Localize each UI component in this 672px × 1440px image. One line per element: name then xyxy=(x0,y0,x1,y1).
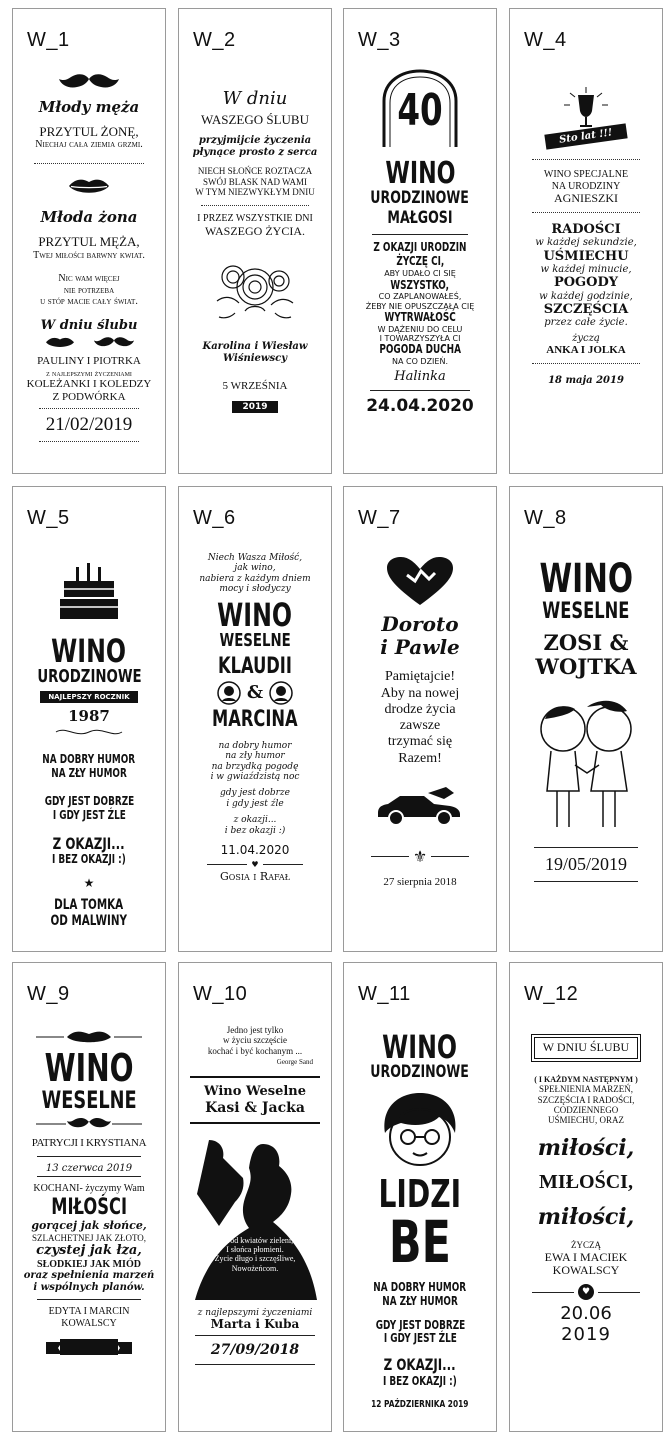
text-line: ANKA I JOLKA xyxy=(546,344,626,357)
text-line: Z OKAZJI... xyxy=(383,1355,456,1375)
text-line: URODZINOWE xyxy=(36,666,142,687)
year-text: 2019 xyxy=(561,1324,611,1346)
label-code: W_9 xyxy=(27,983,70,1005)
text-line: na dobry humor xyxy=(218,740,292,751)
girl-face-icon xyxy=(375,1089,465,1169)
date-text: 21/02/2019 xyxy=(45,413,133,435)
divider xyxy=(201,205,309,206)
text-line: Jedno jest tylko xyxy=(226,1025,284,1035)
divider xyxy=(39,408,139,409)
ribbon-ornament-icon xyxy=(44,1336,134,1360)
text-line: EDYTA I MARCIN xyxy=(48,1306,130,1318)
text-line: ŻEBY NIE OPUSZCZAŁA CIĘ xyxy=(365,301,475,311)
label-card-w12[interactable] xyxy=(509,962,663,1432)
text-line: oraz spełnienia marzeń xyxy=(23,1270,155,1282)
divider xyxy=(190,1122,320,1124)
text-line: WYTRWAŁOŚĆ xyxy=(384,309,456,324)
bride-silhouette-icon xyxy=(217,681,241,705)
text-line: PAULINY I PIOTRKA xyxy=(37,354,141,367)
text-line: Wśród kwiatów zieleni, xyxy=(216,1235,294,1245)
heart-divider xyxy=(207,860,302,869)
text-line: WINO xyxy=(539,556,633,602)
text-line: ZOSI & xyxy=(543,629,629,655)
label-code: W_7 xyxy=(358,507,401,529)
label-code: W_11 xyxy=(358,983,411,1005)
flowers-icon xyxy=(205,253,305,325)
tag-ribbon: NAJLEPSZY ROCZNIK xyxy=(40,691,137,703)
text-line: Nic wam więcej xyxy=(58,273,120,285)
birthday-cake-icon xyxy=(56,561,122,623)
text-line: na zły humor xyxy=(225,751,285,762)
text-line: I słońca płomieni. xyxy=(226,1245,284,1254)
text-line: NA ZŁY HUMOR xyxy=(382,1293,458,1308)
label-code: W_2 xyxy=(193,29,236,51)
flourish-icon xyxy=(54,727,124,737)
text-line: I TOWARZYSZYŁA CI xyxy=(379,334,461,344)
text-line: KOLEŻANKI I KOLEDZY xyxy=(26,378,152,391)
date-text: 24.04.2020 xyxy=(366,395,474,416)
text-line: UŚMIECHU, ORAZ xyxy=(547,1115,624,1126)
label-card-w10[interactable] xyxy=(178,962,332,1432)
text-line: w każdej godzinie, xyxy=(539,290,633,302)
lips-icon xyxy=(34,1029,144,1045)
text-line: na brzydką pogodę xyxy=(211,761,299,772)
text-line: Młoda żona xyxy=(40,208,138,227)
text-line: NA DOBRY HUMOR xyxy=(42,752,136,767)
text-line: NIECH SŁOŃCE ROZTACZA xyxy=(197,166,313,177)
divider xyxy=(195,1364,315,1365)
lips-icon xyxy=(44,336,76,350)
ornament-icon: ⚜ xyxy=(412,846,428,866)
text-line: nabiera z każdym dniem xyxy=(199,573,311,584)
banner-ribbon: Sto lat !!! xyxy=(545,123,628,149)
text-line: ŻYCZĄ xyxy=(571,1240,601,1251)
text-line: W TYM NIEZWYKŁYM DNIU xyxy=(195,187,315,198)
age-number: 40 xyxy=(397,85,443,136)
kissing-couple-icon xyxy=(531,689,641,839)
text-line: mocy i słodyczy xyxy=(219,584,291,595)
label-code: W_3 xyxy=(358,29,401,51)
text-line: GDY JEST DOBRZE xyxy=(44,794,134,809)
divider xyxy=(195,1335,315,1336)
text-line: WESELNE xyxy=(41,1086,137,1114)
text-line: GDY JEST DOBRZE xyxy=(375,1317,465,1332)
text-line: MARCINA xyxy=(212,707,298,733)
text-line: Młody męża xyxy=(38,98,140,116)
text-line: ABY UDAŁO CI SIĘ xyxy=(384,269,456,279)
text-line: W dniu xyxy=(222,88,288,109)
text-line: I GDY JEST ŹLE xyxy=(52,807,126,822)
label-card-w8[interactable] xyxy=(509,486,663,952)
text-line: Z OKAZJI... xyxy=(52,833,125,853)
star-icon: ★ xyxy=(83,876,95,891)
signature-text: Halinka xyxy=(394,368,446,384)
text-line: WSZYSTKO, xyxy=(390,277,450,292)
text-line: Z OKAZJI URODZIN xyxy=(373,240,467,255)
text-line: RADOŚCI xyxy=(551,222,621,238)
text-line: KOCHANI- życzymy Wam xyxy=(33,1183,145,1195)
divider xyxy=(34,163,144,164)
label-card-w2[interactable] xyxy=(178,8,332,474)
text-line: miłości, xyxy=(537,1203,635,1230)
label-card-w3[interactable] xyxy=(343,8,497,474)
text-line: i bez okazji :) xyxy=(224,825,286,836)
divider xyxy=(532,212,640,213)
label-code: W_10 xyxy=(193,983,248,1005)
text-line: zawsze xyxy=(399,718,441,734)
text-line: z najlepszymi życzeniami xyxy=(46,367,132,378)
text-line: Z PODWÓRKA xyxy=(52,390,126,403)
text-line: WASZEGO ŚLUBU xyxy=(201,111,309,127)
text-line: LIDZI xyxy=(378,1171,462,1216)
lips-icon xyxy=(67,177,111,197)
text-line: WASZEGO ŻYCIA. xyxy=(205,224,305,239)
label-card-w4[interactable] xyxy=(509,8,663,474)
text-line: OD MALWINY xyxy=(50,913,128,930)
text-line: SZLACHETNEJ JAK ZŁOTO, xyxy=(31,1233,147,1244)
text-line: ( I KAŻDYM NASTĘPNYM ) xyxy=(534,1074,638,1084)
text-line: MIŁOŚCI xyxy=(51,1194,127,1220)
text-line: PRZYTUL ŻONĘ, xyxy=(39,124,139,140)
text-line: NA CO DZIEŃ. xyxy=(391,357,448,367)
text-line: Gosia i Rafał xyxy=(220,870,290,884)
text-line: Wino Weselne xyxy=(203,1084,307,1100)
couple-silhouette-icon xyxy=(189,1134,321,1304)
heart-divider xyxy=(532,1284,640,1300)
text-line: MAŁGOSI xyxy=(387,207,453,228)
divider xyxy=(37,1299,141,1300)
date-text: 20.06 xyxy=(560,1303,612,1325)
label-code: W_12 xyxy=(524,983,579,1005)
text-line: kochać i być kochanym ... xyxy=(207,1045,303,1056)
text-line: płynące prosto z serca xyxy=(192,146,318,158)
text-line: Doroto xyxy=(381,612,459,636)
heart-icon: ♥ xyxy=(578,1284,594,1300)
text-line: WINO xyxy=(382,1028,458,1066)
text-line: Nowożeńcom. xyxy=(231,1263,279,1273)
text-line: nie potrzeba xyxy=(63,284,115,296)
text-line: Twej miłości barwny kwiat. xyxy=(33,249,145,261)
ornament-divider xyxy=(371,847,469,866)
text-line: Pamiętajcie! xyxy=(385,669,455,685)
text-line: w każdej sekundzie, xyxy=(535,237,637,249)
text-line: WINO xyxy=(44,1046,134,1090)
text-line: WINO xyxy=(51,632,127,670)
text-line: WINO SPECJALNE xyxy=(543,169,629,180)
label-card-w7[interactable] xyxy=(343,486,497,952)
divider xyxy=(190,1076,320,1078)
text-line: WOJTKA xyxy=(535,653,637,679)
text-line: Aby na nowej xyxy=(380,685,460,701)
text-line: gdy jest dobrze xyxy=(220,788,290,799)
heart-icon xyxy=(385,555,455,607)
text-line: WESELNE xyxy=(542,599,630,624)
text-line: CODZIENNEGO xyxy=(553,1105,619,1116)
divider xyxy=(532,159,640,160)
label-code: W_1 xyxy=(27,29,70,51)
text-line: z najlepszymi życzeniami xyxy=(197,1307,313,1318)
text-line: Wiśniewscy xyxy=(222,352,288,364)
text-line: I BEZ OKAZJI :) xyxy=(383,1373,457,1388)
text-line: POGODA DUCHA xyxy=(379,342,461,357)
text-line: w życiu szczęście xyxy=(223,1035,287,1046)
divider xyxy=(534,881,638,882)
text-line: SŁODKIEJ JAK MIÓD xyxy=(37,1258,141,1270)
label-code: W_8 xyxy=(524,507,567,529)
divider xyxy=(37,1156,141,1157)
text-line: w każdej minucie, xyxy=(540,263,632,275)
text-line: i w gwiaździstą noc xyxy=(210,771,300,782)
text-line: czystej jak łza, xyxy=(36,1243,142,1259)
wine-glass-icon xyxy=(556,85,616,131)
text-line: przyjmijcie życzenia xyxy=(198,134,312,146)
label-card-w5[interactable] xyxy=(12,486,166,952)
text-line: I BEZ OKAZJI :) xyxy=(52,852,126,867)
text-line: jak wino, xyxy=(234,563,276,574)
text-line: i gdy jest źle xyxy=(226,798,284,809)
divider xyxy=(39,441,139,442)
text-line: trzymać się xyxy=(387,734,453,750)
date-text: 18 maja 2019 xyxy=(548,375,624,387)
label-card-w11[interactable] xyxy=(343,962,497,1432)
text-line: NA DOBRY HUMOR xyxy=(373,1279,467,1294)
text-line: gorącej jak słońce, xyxy=(31,1219,147,1233)
text-line: SWÓJ BLASK NAD WAMI xyxy=(202,176,308,187)
text-line: przez całe życie. xyxy=(544,317,628,329)
wedding-car-icon xyxy=(370,783,470,827)
text-line: SZCZĘŚCIA xyxy=(543,302,629,318)
text-line: EWA I MACIEK xyxy=(544,1249,628,1264)
text-line: drodze życia xyxy=(384,701,456,717)
year-text: 1987 xyxy=(68,706,110,725)
text-line: W dniu ślubu xyxy=(40,317,138,333)
text-line: CO ZAPLANOWAŁEŚ, xyxy=(378,292,462,302)
text-line: WESELNE xyxy=(219,629,291,651)
mustache-icon xyxy=(59,73,119,91)
text-line: z okazji... xyxy=(233,815,277,826)
label-card-w1[interactable] xyxy=(12,8,166,474)
author-text: George Sand xyxy=(276,1058,313,1067)
text-line: NA URODZINY xyxy=(551,180,621,192)
text-line: W DNIU ŚLUBU xyxy=(542,1040,630,1054)
date-text: 19/05/2019 xyxy=(544,854,627,875)
badge-frame xyxy=(374,67,466,153)
text-line: AGNIESZKI xyxy=(554,191,618,206)
text-line: ŻYCZĘ CI, xyxy=(396,254,444,269)
text-line: Niech Wasza Miłość, xyxy=(207,553,303,563)
divider xyxy=(37,1176,141,1177)
date-ribbon: 2019 xyxy=(232,401,277,413)
text-line: Kasi & Jacka xyxy=(205,1099,305,1116)
text-line: UŚMIECHU xyxy=(543,248,629,264)
text-line: I GDY JEST ŹLE xyxy=(383,1331,457,1346)
text-line: I PRZEZ WSZYSTKIE DNI xyxy=(197,213,313,225)
text-line: WINO xyxy=(384,156,456,191)
text-line: Karolina i Wiesław xyxy=(202,340,308,352)
text-line: PRZYTUL MĘŻA, xyxy=(38,234,140,250)
text-line: PATRYCJI I KRYSTIANA xyxy=(31,1136,147,1149)
text-line: miłości, xyxy=(537,1134,635,1161)
text-line: & xyxy=(246,681,264,703)
text-line: URODZINOWE xyxy=(370,188,470,208)
text-line: W DĄŻENIU DO CELU xyxy=(377,324,463,334)
divider xyxy=(372,234,468,235)
text-line: MIŁOŚCI, xyxy=(539,1171,633,1194)
label-code: W_5 xyxy=(27,507,70,529)
text-line: 5 WRZEŚNIA xyxy=(222,380,288,393)
text-line: Niechaj cała ziemia grzmi. xyxy=(35,139,143,151)
heart-icon: ♥ xyxy=(251,860,259,870)
groom-silhouette-icon xyxy=(269,681,293,705)
text-line: WINO xyxy=(217,595,293,634)
text-line: URODZINOWE xyxy=(370,1062,470,1082)
text-line: KOWALSCY xyxy=(61,1317,117,1329)
text-line: KLAUDII xyxy=(218,653,292,679)
label-code: W_6 xyxy=(193,507,236,529)
text-line: KOWALSCY xyxy=(552,1263,620,1278)
couple-illustration xyxy=(189,1134,321,1304)
text-line: DLA TOMKA xyxy=(54,897,124,914)
mustache-icon xyxy=(34,1117,144,1131)
date-text: 27 sierpnia 2018 xyxy=(383,875,457,888)
label-code: W_4 xyxy=(524,29,567,51)
date-text: 27/09/2018 xyxy=(210,1342,300,1359)
title-frame xyxy=(534,1037,638,1059)
divider xyxy=(370,390,470,391)
date-text: 11.04.2020 xyxy=(220,843,290,858)
text-line: NA ZŁY HUMOR xyxy=(51,766,127,781)
text-line: SZCZĘŚCIA I RADOŚCI, xyxy=(537,1094,635,1105)
text-line: 13 czerwca 2019 xyxy=(45,1162,133,1174)
text-line: i wspólnych planów. xyxy=(33,1281,145,1293)
divider xyxy=(532,363,640,364)
text-line: Marta i Kuba xyxy=(210,1317,300,1332)
label-card-w6[interactable] xyxy=(178,486,332,952)
text-line: Życie długo i szczęśliwe, xyxy=(214,1254,296,1264)
text-line: u stóp macie cały świat. xyxy=(40,296,138,308)
divider xyxy=(534,847,638,848)
mustache-icon xyxy=(94,336,134,349)
date-text: 12 PAŹDZIERNIKA 2019 xyxy=(371,1398,469,1410)
text-line: i Pawle xyxy=(380,635,460,660)
label-card-w9[interactable] xyxy=(12,962,166,1432)
text-line: SPEŁNIENIA MARZEŃ, xyxy=(539,1084,633,1095)
text-line: POGODY xyxy=(553,275,619,291)
text-line: Razem! xyxy=(398,750,442,766)
text-line: BE xyxy=(388,1207,452,1276)
text-line: życzą xyxy=(572,332,600,344)
